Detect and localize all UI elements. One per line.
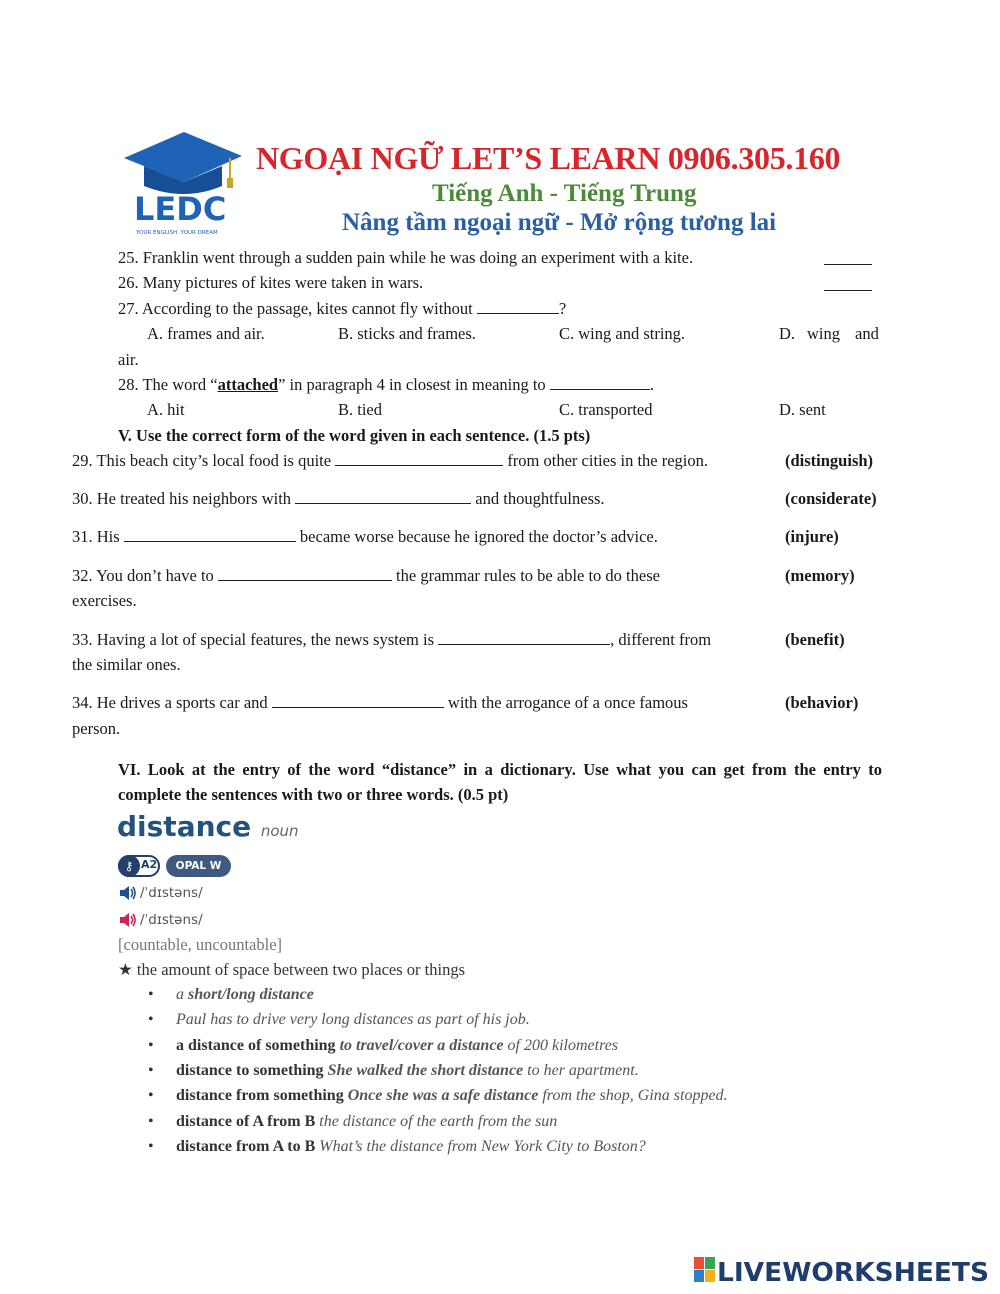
answer-blank-27[interactable] (477, 300, 559, 314)
section-5-heading: V. Use the correct form of the word given in each sentence. (1.5 pts) (118, 426, 591, 445)
example-item: • distance to something She walked the short distance to her apartment. (148, 1062, 639, 1079)
answer-blank-32[interactable] (218, 567, 392, 581)
answer-blank-33[interactable] (438, 631, 610, 645)
key-icon: ⚷ (118, 855, 140, 877)
question-32: 32. You don’t have to the grammar rules to be able to do these (72, 566, 660, 585)
example-item: • a short/long distance (148, 986, 314, 1003)
svg-text:YOUR ENGLISH, YOUR DREAM: YOUR ENGLISH, YOUR DREAM (136, 230, 218, 236)
option-27b[interactable]: B. sticks and frames. (338, 324, 476, 343)
ledc-logo (122, 128, 246, 240)
answer-blank-34[interactable] (272, 694, 444, 708)
question-25: 25. Franklin went through a sudden pain while he was doing an experiment with a kite. (118, 248, 694, 267)
pronunciation-us: /ˈdɪstəns/ (119, 912, 203, 928)
question-27: 27. According to the passage, kites cannot fly without ? (118, 299, 567, 318)
hint-32: (memory) (785, 566, 855, 585)
question-26: 26. Many pictures of kites were taken in wars. (118, 273, 424, 292)
question-33: 33. Having a lot of special features, the news system is , different from (72, 630, 712, 649)
part-of-speech: noun (260, 822, 299, 840)
level-badge[interactable]: ⚷ A2 (118, 855, 160, 877)
underlined-word: attached (217, 375, 279, 394)
svg-text:LEDC: LEDC (134, 190, 227, 228)
answer-blank-25[interactable] (824, 264, 872, 265)
option-27d-word1: wing (807, 324, 840, 343)
question-29: 29. This beach city’s local food is quite from other cities in the region. (72, 451, 709, 470)
pronunciation-uk: /ˈdɪstəns/ (119, 885, 203, 901)
option-28b[interactable]: B. tied (338, 400, 382, 419)
hint-34: (behavior) (785, 693, 859, 712)
svg-text:LIVEWORKSHEETS: LIVEWORKSHEETS (717, 1258, 989, 1284)
question-33-cont: the similar ones. (72, 655, 181, 674)
graduation-cap-icon (122, 128, 246, 240)
option-27d-wrap: air. (118, 350, 139, 369)
answer-blank-26[interactable] (824, 290, 872, 291)
option-28d[interactable]: D. sent (779, 400, 826, 419)
center-subtitle: Tiếng Anh - Tiếng Trung (432, 180, 697, 207)
hint-31: (injure) (785, 527, 839, 546)
liveworksheets-logo[interactable] (694, 1254, 990, 1284)
option-27a[interactable]: A. frames and air. (147, 324, 265, 343)
center-title: NGOẠI NGỮ LET’S LEARN 0906.305.160 (256, 140, 841, 176)
example-item: • distance of A from B the distance of the earth from the sun (148, 1113, 558, 1130)
question-31: 31. His became worse because he ignored the doctor’s advice. (72, 527, 658, 546)
hint-29: (distinguish) (785, 451, 874, 470)
example-item: • distance from something Once she was a safe distance from the shop, Gina stopped. (148, 1087, 728, 1104)
speaker-us-icon[interactable] (119, 912, 137, 928)
question-34-cont: person. (72, 719, 121, 738)
example-item: • Paul has to drive very long distances as part of his job. (148, 1011, 530, 1028)
hint-30: (considerate) (785, 489, 877, 508)
answer-blank-28[interactable] (550, 376, 650, 390)
option-27d-word2: and (855, 324, 879, 343)
answer-blank-31[interactable] (124, 528, 296, 542)
option-28c[interactable]: C. transported (559, 400, 653, 419)
center-slogan: Nâng tầm ngoại ngữ - Mở rộng tương lai (342, 209, 777, 236)
speaker-uk-icon[interactable] (119, 885, 137, 901)
answer-blank-29[interactable] (335, 452, 503, 466)
definition: ★ the amount of space between two places or things (118, 960, 465, 979)
option-27d[interactable]: D. (779, 324, 796, 343)
question-34: 34. He drives a sports car and with the arrogance of a once famous (72, 693, 688, 712)
question-32-cont: exercises. (72, 591, 137, 610)
answer-blank-30[interactable] (295, 490, 471, 504)
option-28a[interactable]: A. hit (147, 400, 185, 419)
liveworksheets-icon (694, 1254, 990, 1284)
example-item: • a distance of something to travel/cover a distance of 200 kilometres (148, 1037, 619, 1054)
option-27c[interactable]: C. wing and string. (559, 324, 686, 343)
question-28: 28. The word “attached” in paragraph 4 in closest in meaning to . (118, 375, 654, 394)
hint-33: (benefit) (785, 630, 845, 649)
question-30: 30. He treated his neighbors with and thoughtfulness. (72, 489, 605, 508)
opal-badge[interactable]: OPAL W (166, 855, 231, 877)
star-icon: ★ (118, 960, 133, 979)
section-6-heading: VI. Look at the entry of the word “distance” in a dictionary. Use what you can get from the entry to complete the sentences with two or three words. (0.5 pt) (118, 760, 882, 804)
dictionary-entry (117, 810, 299, 843)
headword: distance (117, 810, 252, 843)
example-item: • distance from A to B What’s the distance from New York City to Boston? (148, 1138, 646, 1155)
grammar-label: [countable, uncountable] (118, 935, 283, 954)
